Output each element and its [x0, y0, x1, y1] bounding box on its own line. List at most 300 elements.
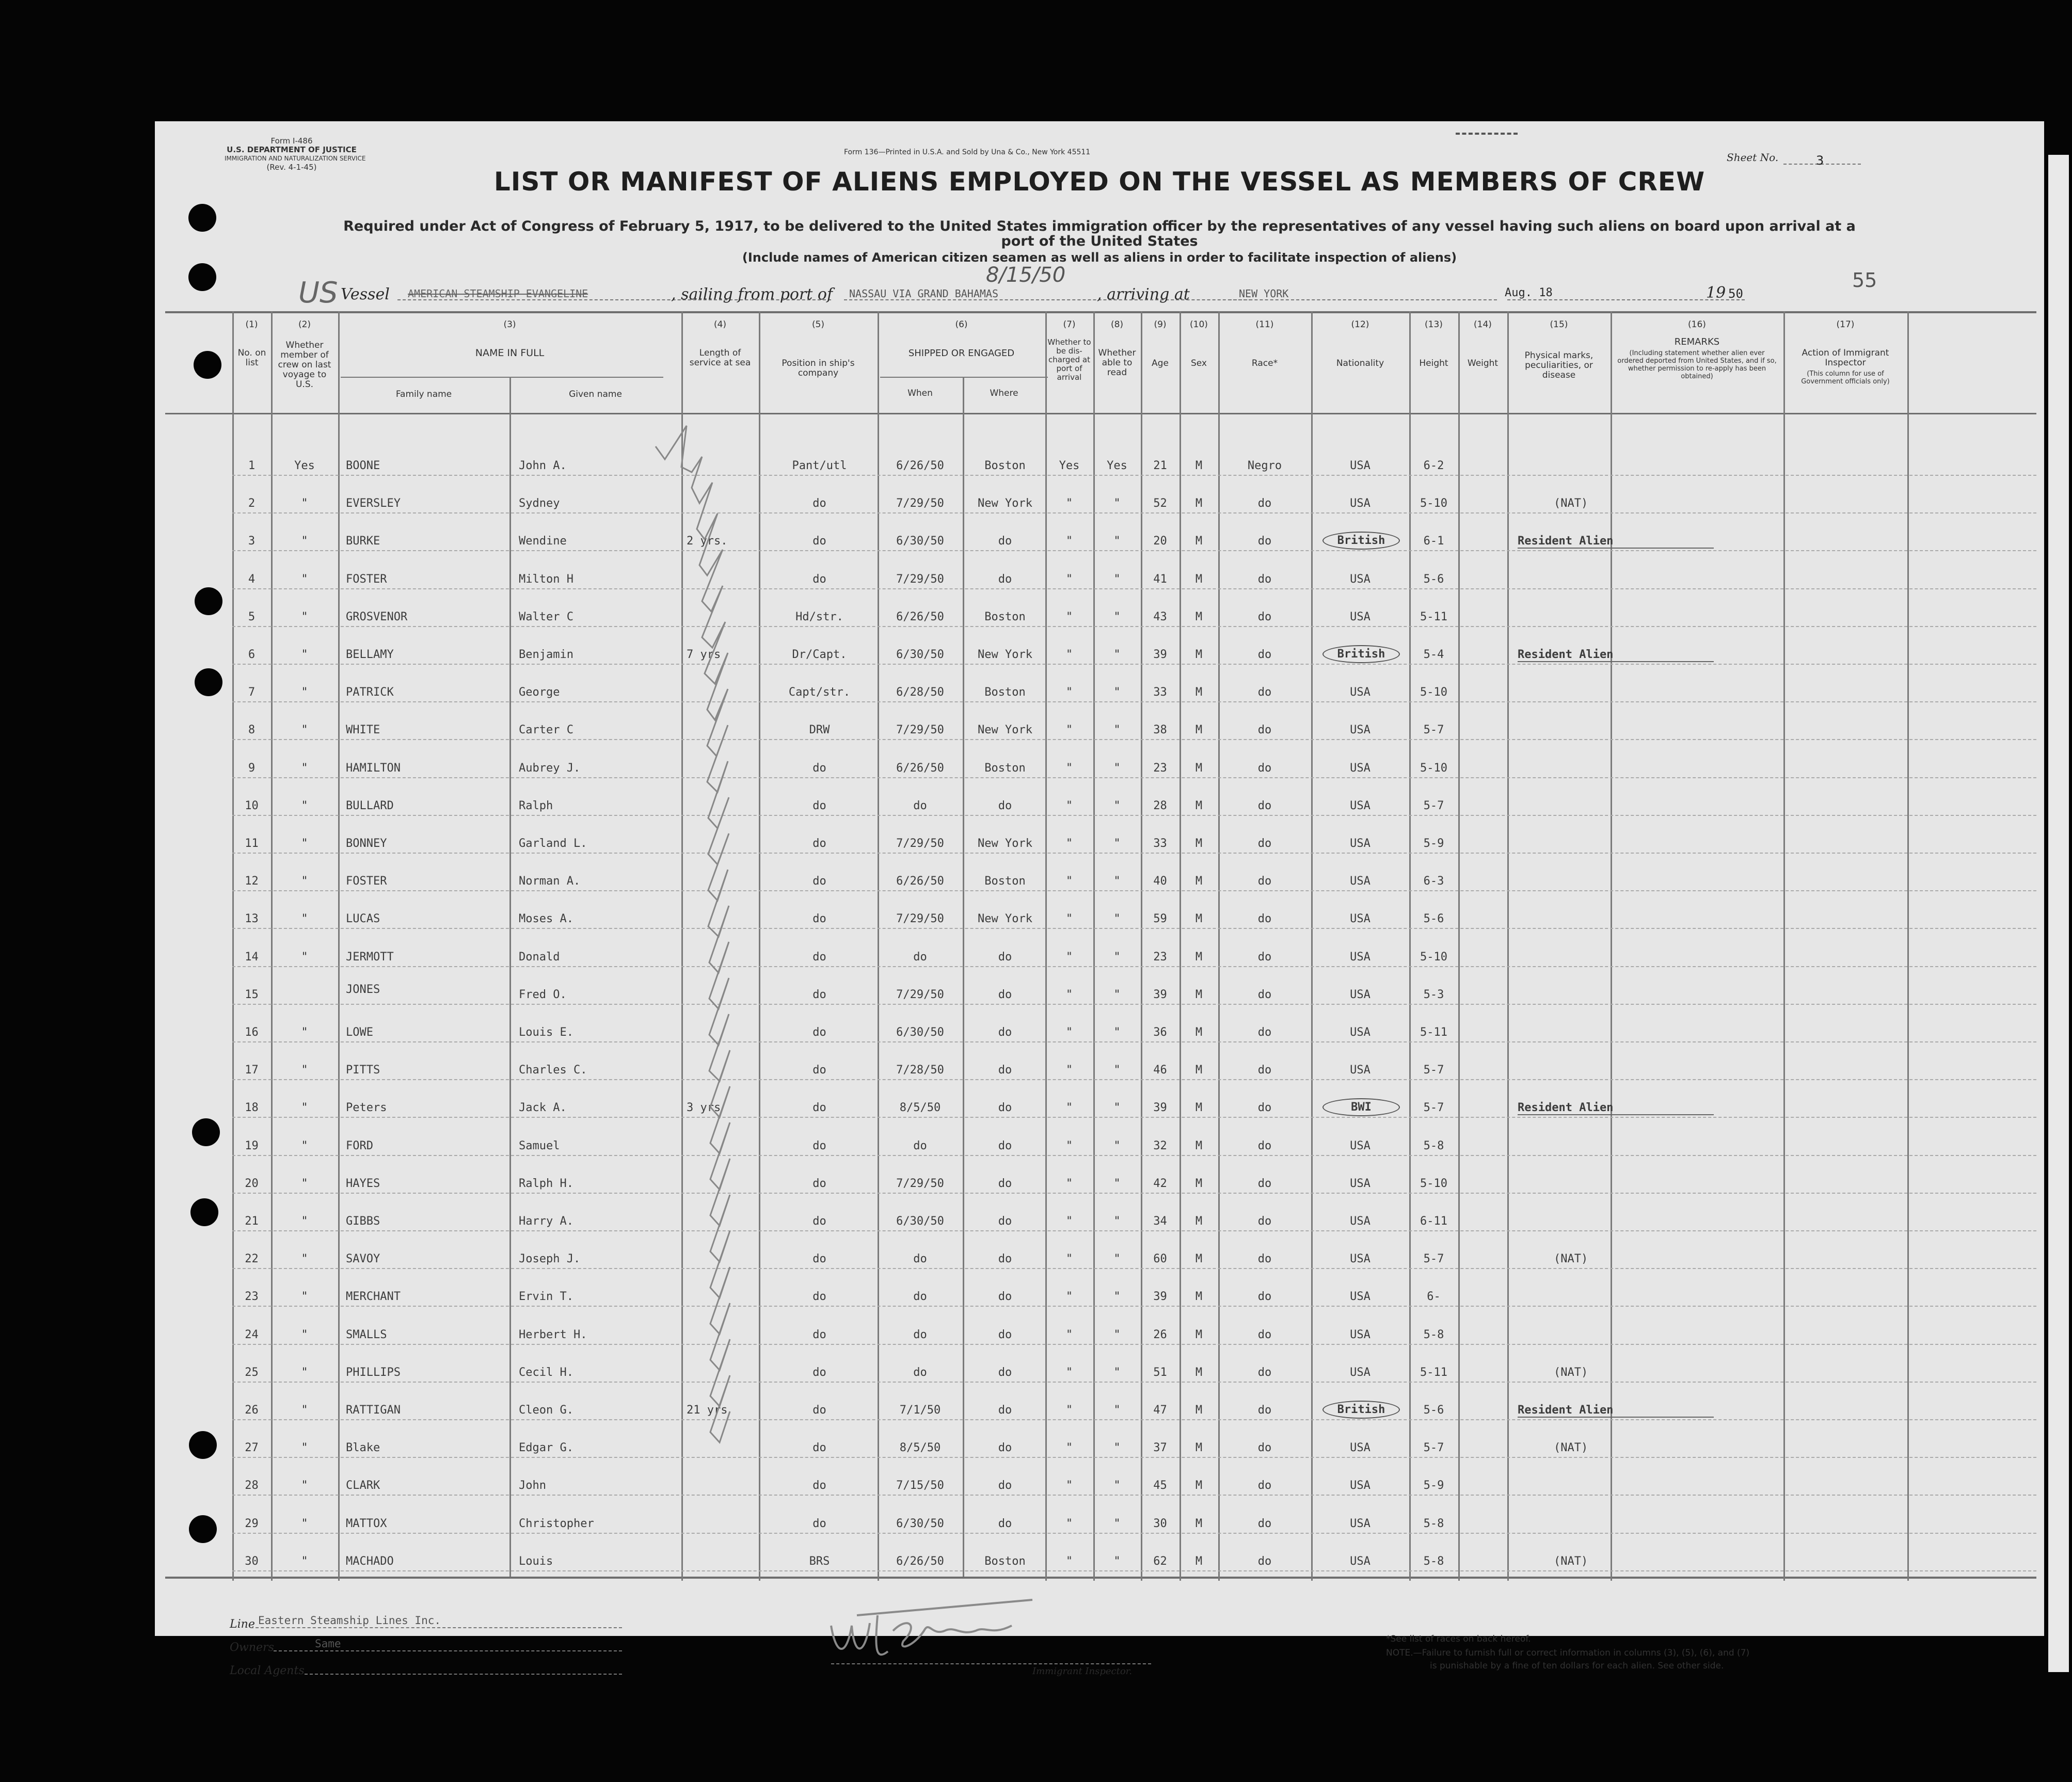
row-nationality: USA	[1350, 1554, 1370, 1568]
row-position: do	[812, 1517, 826, 1530]
row-given-name: Sydney	[519, 497, 560, 510]
col-header-weight: Weight	[1467, 358, 1499, 368]
row-engaged-when: 6/30/50	[896, 648, 944, 661]
row-nationality: British	[1322, 532, 1400, 550]
form-subtitle-3: (Include names of American citizen seamen as well as aliens in order to facilitate inspection of aliens)	[742, 250, 1457, 265]
punch-hole	[195, 668, 222, 696]
col-header-action: Action of Immigrant Inspector	[1802, 348, 1889, 368]
row-position: do	[812, 1215, 826, 1228]
row-crew-last-voyage: "	[301, 1554, 308, 1568]
row-sex: M	[1195, 1253, 1203, 1266]
row-nationality: USA	[1350, 1441, 1370, 1455]
row-number: 6	[248, 648, 256, 661]
row-crew-last-voyage: "	[301, 1366, 308, 1379]
row-crew-last-voyage: "	[301, 1290, 308, 1304]
row-nationality: USA	[1350, 799, 1370, 812]
row-discharged: "	[1065, 1517, 1073, 1530]
row-engaged-where: do	[998, 950, 1012, 964]
row-height: 6-11	[1420, 1215, 1447, 1228]
punch-hole	[189, 1515, 217, 1543]
row-engaged-when: 7/29/50	[896, 497, 944, 510]
row-engaged-where: New York	[978, 724, 1032, 737]
row-engaged-when: 6/30/50	[896, 1517, 944, 1530]
row-crew-last-voyage: "	[301, 1479, 308, 1492]
row-given-name: Louis	[519, 1554, 553, 1568]
row-engaged-when: 7/29/50	[896, 837, 944, 850]
arrival-date: Aug. 18	[1505, 286, 1553, 299]
row-height: 5-10	[1420, 686, 1447, 699]
row-given-name: Edgar G.	[519, 1441, 573, 1455]
row-age: 34	[1153, 1215, 1167, 1228]
row-sex: M	[1195, 535, 1203, 548]
row-position: do	[812, 1253, 826, 1266]
row-height: 5-7	[1423, 799, 1444, 812]
row-engaged-where: Boston	[984, 875, 1026, 888]
row-nationality: USA	[1350, 1139, 1370, 1152]
row-family-name: SMALLS	[346, 1328, 387, 1341]
row-position: Capt/str.	[788, 686, 851, 699]
row-rule	[232, 475, 2036, 476]
row-discharged: "	[1065, 1026, 1073, 1039]
row-number: 24	[245, 1328, 259, 1341]
row-family-name: JERMOTT	[346, 950, 394, 964]
row-crew-last-voyage: Yes	[294, 459, 315, 472]
row-given-name: Garland L.	[519, 837, 587, 850]
row-given-name: Ervin T.	[519, 1290, 573, 1304]
row-nationality: USA	[1350, 1290, 1370, 1304]
row-race: do	[1257, 1101, 1272, 1115]
row-rule	[232, 966, 2036, 967]
vessel-mark: US	[298, 276, 338, 310]
row-sex: M	[1195, 761, 1203, 775]
row-sex: M	[1195, 686, 1203, 699]
row-given-name: Ralph	[519, 799, 553, 812]
owners-underline	[274, 1650, 622, 1651]
row-service-length: 21 yrs	[687, 1404, 728, 1417]
manifest-sheet	[155, 121, 2044, 1677]
col-header-position: Position in ship's company	[782, 358, 855, 378]
row-height: 6-	[1427, 1290, 1441, 1304]
row-discharged: "	[1065, 1328, 1073, 1341]
row-age: 36	[1153, 1026, 1167, 1039]
row-family-name: EVERSLEY	[346, 497, 401, 510]
row-service-length: 7 yrs	[687, 648, 721, 661]
row-engaged-when: do	[913, 950, 927, 964]
row-rule	[232, 550, 2036, 551]
row-engaged-where: Boston	[984, 686, 1026, 699]
row-race: do	[1257, 761, 1272, 775]
row-sex: M	[1195, 459, 1203, 472]
row-height: 5-7	[1423, 1101, 1444, 1115]
row-race: do	[1257, 1366, 1272, 1379]
row-able-to-read: "	[1113, 837, 1121, 850]
row-position: do	[812, 950, 826, 964]
vessel-name: AMERICAN STEAMSHIP EVANGELINE	[408, 287, 588, 300]
row-engaged-where: do	[998, 1290, 1012, 1304]
row-number: 10	[245, 799, 259, 812]
row-discharged: "	[1065, 875, 1073, 888]
row-crew-last-voyage: "	[301, 535, 308, 548]
row-given-name: Samuel	[519, 1139, 560, 1152]
col-num-2: (2)	[298, 319, 311, 330]
row-discharged: "	[1065, 1139, 1073, 1152]
col-header-crew: Whether member of crew on last voyage to U.S.	[278, 340, 331, 390]
row-given-name: Wendine	[519, 535, 567, 548]
row-race: do	[1257, 799, 1272, 812]
row-rule	[232, 1041, 2036, 1042]
row-remarks: (NAT)	[1554, 1554, 1588, 1568]
row-family-name: WHITE	[346, 724, 380, 737]
row-race: do	[1257, 950, 1272, 964]
row-able-to-read: "	[1113, 610, 1121, 623]
row-given-name: Norman A.	[519, 875, 581, 888]
adjacent-page-edge	[2048, 155, 2069, 1672]
row-family-name: BULLARD	[346, 799, 394, 812]
row-remarks: Resident Alien	[1518, 1101, 1714, 1115]
col-header-engaged: SHIPPED OR ENGAGED	[908, 348, 1015, 359]
vessel-label: Vessel	[341, 285, 390, 303]
row-rule	[232, 1570, 2036, 1571]
row-sex: M	[1195, 1328, 1203, 1341]
row-race: do	[1257, 686, 1272, 699]
row-age: 33	[1153, 837, 1167, 850]
row-position: do	[812, 1479, 826, 1492]
table-header-rule	[165, 413, 2036, 414]
row-race: do	[1257, 1177, 1272, 1190]
year-suffix: 50	[1728, 286, 1743, 301]
row-given-name: John A.	[519, 459, 567, 472]
row-rule	[232, 1230, 2036, 1231]
form-subtitle-1: Required under Act of Congress of February 5, 1917, to be delivered to the United States immigration officer by the representatives of any vessel having such aliens on board upon arrival at a	[343, 218, 1856, 234]
column-divider	[1458, 311, 1460, 1581]
row-discharged: "	[1065, 988, 1073, 1001]
row-race: do	[1257, 1290, 1272, 1304]
row-able-to-read: "	[1113, 686, 1121, 699]
row-able-to-read: "	[1113, 497, 1121, 510]
form-title: LIST OR MANIFEST OF ALIENS EMPLOYED ON THE VESSEL AS MEMBERS OF CREW	[493, 167, 1706, 197]
row-race: do	[1257, 1517, 1272, 1530]
row-remarks: (NAT)	[1554, 1253, 1588, 1266]
row-position: Pant/utl	[792, 459, 847, 472]
row-rule	[232, 1117, 2036, 1118]
row-engaged-when: 6/26/50	[896, 459, 944, 472]
row-race: do	[1257, 497, 1272, 510]
col-header-nationality: Nationality	[1336, 358, 1384, 368]
row-discharged: "	[1065, 1366, 1073, 1379]
row-crew-last-voyage: "	[301, 1404, 308, 1417]
row-engaged-where: do	[998, 1366, 1012, 1379]
row-discharged: "	[1065, 1441, 1073, 1455]
row-discharged: "	[1065, 799, 1073, 812]
inspector-label: Immigrant Inspector.	[1032, 1666, 1133, 1677]
sheet-label: Sheet No.	[1727, 151, 1779, 164]
row-age: 20	[1153, 535, 1167, 548]
row-sex: M	[1195, 1064, 1203, 1077]
row-given-name: Harry A.	[519, 1215, 573, 1228]
row-number: 1	[248, 459, 256, 472]
line-label: Line	[230, 1618, 255, 1631]
column-divider	[878, 311, 879, 1581]
form-subtitle-2: port of the United States	[1001, 233, 1198, 249]
row-position: Hd/str.	[795, 610, 843, 623]
row-service-length: 3 yrs	[687, 1101, 721, 1115]
row-nationality: USA	[1350, 459, 1370, 472]
row-position: do	[812, 1328, 826, 1341]
row-engaged-when: 7/29/50	[896, 912, 944, 926]
row-able-to-read: Yes	[1107, 459, 1127, 472]
row-engaged-where: do	[998, 1404, 1012, 1417]
row-number: 27	[245, 1441, 259, 1455]
row-sex: M	[1195, 1517, 1203, 1530]
row-nationality: USA	[1350, 1064, 1370, 1077]
col-header-action-note: (This column for use of Government officials only)	[1801, 370, 1890, 386]
row-position: do	[812, 837, 826, 850]
row-engaged-when: 6/30/50	[896, 1215, 944, 1228]
row-rule	[232, 1079, 2036, 1080]
row-given-name: Charles C.	[519, 1064, 587, 1077]
col-header-remarks: REMARKS	[1674, 336, 1720, 347]
row-age: 45	[1153, 1479, 1167, 1492]
row-crew-last-voyage: "	[301, 761, 308, 775]
row-remarks: Resident Alien	[1518, 535, 1714, 549]
row-nationality: British	[1322, 1401, 1400, 1419]
row-height: 6-1	[1423, 535, 1444, 548]
row-given-name: Milton H	[519, 572, 573, 586]
row-sex: M	[1195, 648, 1203, 661]
row-height: 5-7	[1423, 724, 1444, 737]
row-number: 30	[245, 1554, 259, 1568]
row-rule	[232, 1495, 2036, 1496]
row-family-name: JONES	[346, 983, 380, 996]
row-able-to-read: "	[1113, 1290, 1121, 1304]
row-crew-last-voyage: "	[301, 950, 308, 964]
arriving-label: , arriving at	[1097, 285, 1190, 303]
row-engaged-where: New York	[978, 497, 1032, 510]
row-height: 5-7	[1423, 1441, 1444, 1455]
row-engaged-where: do	[998, 1328, 1012, 1341]
row-able-to-read: "	[1113, 799, 1121, 812]
row-race: do	[1257, 988, 1272, 1001]
row-able-to-read: "	[1113, 1064, 1121, 1077]
row-sex: M	[1195, 799, 1203, 812]
row-number: 29	[245, 1517, 259, 1530]
col-num-16: (16)	[1688, 319, 1706, 330]
row-height: 5-10	[1420, 1177, 1447, 1190]
col-num-3: (3)	[503, 319, 516, 330]
row-height: 5-6	[1423, 1404, 1444, 1417]
row-nationality: USA	[1350, 1328, 1370, 1341]
row-age: 43	[1153, 610, 1167, 623]
row-sex: M	[1195, 1479, 1203, 1492]
row-given-name: Walter C	[519, 610, 573, 623]
row-family-name: Blake	[346, 1441, 380, 1455]
row-nationality: USA	[1350, 875, 1370, 888]
row-race: Negro	[1247, 459, 1282, 472]
row-rule	[232, 1306, 2036, 1307]
col-num-10: (10)	[1190, 319, 1208, 330]
row-crew-last-voyage: "	[301, 572, 308, 586]
row-family-name: SAVOY	[346, 1253, 380, 1266]
punch-hole	[190, 1198, 218, 1226]
row-sex: M	[1195, 875, 1203, 888]
row-given-name: Benjamin	[519, 648, 573, 661]
row-height: 5-3	[1423, 988, 1444, 1001]
row-height: 5-6	[1423, 912, 1444, 926]
row-nationality: USA	[1350, 1215, 1370, 1228]
row-age: 38	[1153, 724, 1167, 737]
line-value: Eastern Steamship Lines Inc.	[258, 1614, 441, 1627]
row-position: do	[812, 1139, 826, 1152]
row-crew-last-voyage: "	[301, 875, 308, 888]
row-height: 5-8	[1423, 1139, 1444, 1152]
row-sex: M	[1195, 912, 1203, 926]
row-engaged-when: do	[913, 1290, 927, 1304]
row-sex: M	[1195, 1177, 1203, 1190]
row-age: 52	[1153, 497, 1167, 510]
row-engaged-when: 6/30/50	[896, 535, 944, 548]
row-given-name: Donald	[519, 950, 560, 964]
row-discharged: "	[1065, 1479, 1073, 1492]
row-remarks: (NAT)	[1554, 1366, 1588, 1379]
col-num-7: (7)	[1063, 319, 1076, 330]
row-able-to-read: "	[1113, 988, 1121, 1001]
row-family-name: Peters	[346, 1101, 387, 1115]
row-crew-last-voyage: "	[301, 912, 308, 926]
row-engaged-when: 7/29/50	[896, 724, 944, 737]
row-rule	[232, 777, 2036, 778]
column-divider	[759, 311, 760, 1581]
table-top-rule	[165, 311, 2036, 313]
row-rule	[232, 1344, 2036, 1345]
row-engaged-where: New York	[978, 648, 1032, 661]
row-age: 41	[1153, 572, 1167, 586]
row-crew-last-voyage: "	[301, 837, 308, 850]
row-engaged-when: 7/15/50	[896, 1479, 944, 1492]
row-able-to-read: "	[1113, 1328, 1121, 1341]
row-discharged: "	[1065, 837, 1073, 850]
row-nationality: USA	[1350, 724, 1370, 737]
row-nationality: USA	[1350, 1479, 1370, 1492]
row-height: 5-9	[1423, 1479, 1444, 1492]
row-nationality: USA	[1350, 572, 1370, 586]
row-given-name: Cleon G.	[519, 1404, 573, 1417]
row-family-name: PITTS	[346, 1064, 380, 1077]
service-name: IMMIGRATION AND NATURALIZATION SERVICE	[225, 155, 366, 162]
row-sex: M	[1195, 1215, 1203, 1228]
row-engaged-when: 6/26/50	[896, 761, 944, 775]
punch-hole	[189, 1431, 217, 1459]
row-given-name: Aubrey J.	[519, 761, 581, 775]
row-engaged-where: do	[998, 1479, 1012, 1492]
row-able-to-read: "	[1113, 1215, 1121, 1228]
row-family-name: FORD	[346, 1139, 373, 1152]
row-race: do	[1257, 1479, 1272, 1492]
row-engaged-where: do	[998, 572, 1012, 586]
row-number: 23	[245, 1290, 259, 1304]
row-discharged: "	[1065, 1215, 1073, 1228]
row-rule	[232, 701, 2036, 702]
row-rule	[232, 588, 2036, 589]
row-position: do	[812, 875, 826, 888]
stamp-mark	[1456, 133, 1518, 135]
row-family-name: BONNEY	[346, 837, 387, 850]
row-able-to-read: "	[1113, 1441, 1121, 1455]
row-family-name: CLARK	[346, 1479, 380, 1492]
row-number: 4	[248, 572, 256, 586]
row-discharged: "	[1065, 1253, 1073, 1266]
row-discharged: "	[1065, 950, 1073, 964]
row-able-to-read: "	[1113, 912, 1121, 926]
row-engaged-where: do	[998, 988, 1012, 1001]
row-height: 5-8	[1423, 1328, 1444, 1341]
row-height: 5-7	[1423, 1064, 1444, 1077]
row-age: 59	[1153, 912, 1167, 926]
row-age: 40	[1153, 875, 1167, 888]
row-race: do	[1257, 535, 1272, 548]
col-header-service: Length of service at sea	[689, 348, 751, 368]
row-crew-last-voyage: "	[301, 1441, 308, 1455]
col-num-8: (8)	[1110, 319, 1124, 330]
col-header-discharged: Whether to be dis-charged at port of arrival	[1047, 338, 1091, 382]
row-race: do	[1257, 610, 1272, 623]
row-number: 12	[245, 875, 259, 888]
row-age: 39	[1153, 1101, 1167, 1115]
row-age: 28	[1153, 799, 1167, 812]
row-discharged: "	[1065, 724, 1073, 737]
row-family-name: LUCAS	[346, 912, 380, 926]
col-num-12: (12)	[1351, 319, 1369, 330]
row-engaged-when: 8/5/50	[899, 1441, 941, 1455]
row-height: 5-8	[1423, 1554, 1444, 1568]
row-age: 39	[1153, 988, 1167, 1001]
column-divider	[1907, 311, 1909, 1581]
row-age: 23	[1153, 761, 1167, 775]
row-given-name: Jack A.	[519, 1101, 567, 1115]
row-engaged-where: New York	[978, 837, 1032, 850]
row-family-name: GIBBS	[346, 1215, 380, 1228]
row-nationality: USA	[1350, 497, 1370, 510]
inspector-signature	[826, 1595, 1043, 1672]
row-position: BRS	[809, 1554, 830, 1568]
row-family-name: MERCHANT	[346, 1290, 401, 1304]
row-discharged: "	[1065, 912, 1073, 926]
col-header-race: Race*	[1251, 358, 1278, 368]
row-crew-last-voyage: "	[301, 1064, 308, 1077]
column-divider	[1783, 311, 1785, 1581]
row-height: 5-10	[1420, 497, 1447, 510]
col-header-read: Whether able to read	[1098, 348, 1136, 378]
row-discharged: "	[1065, 1290, 1073, 1304]
row-rule	[232, 928, 2036, 929]
row-engaged-when: do	[913, 1139, 927, 1152]
row-height: 6-2	[1423, 459, 1444, 472]
row-crew-last-voyage: "	[301, 648, 308, 661]
row-age: 51	[1153, 1366, 1167, 1379]
row-height: 5-8	[1423, 1517, 1444, 1530]
row-nationality: USA	[1350, 912, 1370, 926]
page-number: 55	[1852, 269, 1877, 292]
row-nationality: USA	[1350, 610, 1370, 623]
row-engaged-when: do	[913, 1366, 927, 1379]
col-num-5: (5)	[811, 319, 825, 330]
row-position: do	[812, 1177, 826, 1190]
row-position: do	[812, 535, 826, 548]
punch-hole	[188, 263, 216, 291]
row-nationality: USA	[1350, 1366, 1370, 1379]
owners-value: Same	[315, 1637, 341, 1650]
row-engaged-where: do	[998, 535, 1012, 548]
row-crew-last-voyage: "	[301, 1026, 308, 1039]
